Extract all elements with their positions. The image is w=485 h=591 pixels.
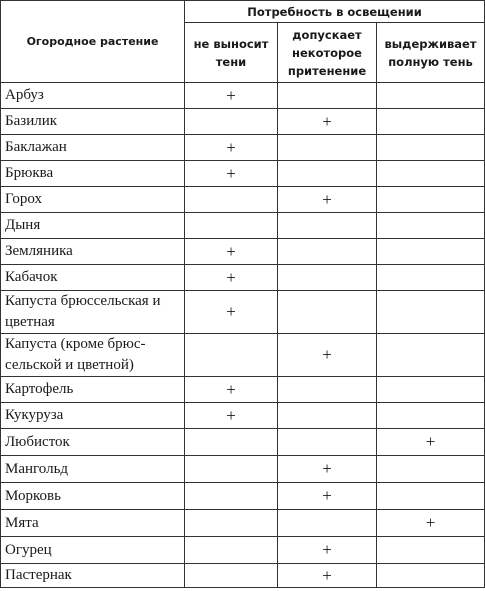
partial-shade-cell: [278, 83, 377, 109]
full-shade-cell: [377, 291, 485, 334]
plant-name: Брюква: [1, 161, 185, 187]
table-row: [1, 213, 485, 239]
full-shade-cell: [377, 403, 485, 429]
partial-shade-cell: [278, 239, 377, 265]
no-shade-cell: [185, 135, 278, 161]
plant-name: Арбуз: [1, 83, 185, 109]
table-row: [1, 456, 485, 483]
full-shade-cell: [377, 456, 485, 483]
full-shade-cell: [377, 483, 485, 510]
full-shade-cell: [377, 239, 485, 265]
plus-mark: +: [322, 189, 332, 209]
plant-name: Огурец: [1, 537, 185, 564]
plus-mark: +: [322, 111, 332, 131]
plant-name: Кукуруза: [1, 403, 185, 429]
table-row: [1, 291, 485, 334]
partial-shade-cell: [278, 429, 377, 456]
plus-mark: +: [226, 405, 236, 425]
partial-shade-cell: [278, 456, 377, 483]
full-shade-cell: [377, 429, 485, 456]
plus-mark: +: [226, 163, 236, 183]
plus-mark: +: [226, 137, 236, 157]
plus-mark: +: [226, 302, 236, 321]
no-shade-cell: [185, 161, 278, 187]
table-body: [1, 83, 485, 588]
plant-name: Мангольд: [1, 456, 185, 483]
no-shade-cell: [185, 510, 278, 537]
no-shade-cell: [185, 265, 278, 291]
full-shade-column-header: выдерживает полную тень: [377, 23, 485, 83]
no-shade-cell: [185, 456, 278, 483]
plus-mark: +: [322, 565, 332, 585]
no-shade-cell: [185, 83, 278, 109]
partial-shade-cell: [278, 187, 377, 213]
full-shade-cell: [377, 83, 485, 109]
table-row: [1, 429, 485, 456]
plus-mark: +: [425, 513, 436, 532]
table-row: [1, 510, 485, 537]
plant-name: Капуста (кроме брюс-сельской и цветной): [1, 334, 185, 377]
table-row: [1, 239, 485, 265]
no-shade-cell: [185, 403, 278, 429]
no-shade-cell: [185, 187, 278, 213]
partial-shade-cell: [278, 109, 377, 135]
table-row: [1, 483, 485, 510]
no-shade-column-header: не выносит тени: [185, 23, 278, 83]
full-shade-cell: [377, 265, 485, 291]
plant-name: Баклажан: [1, 135, 185, 161]
plant-name: Горох: [1, 187, 185, 213]
plus-mark: +: [322, 345, 332, 364]
no-shade-cell: [185, 377, 278, 403]
table-row: [1, 83, 485, 109]
partial-shade-cell: [278, 291, 377, 334]
no-shade-cell: [185, 334, 278, 377]
table-row: [1, 334, 485, 377]
no-shade-cell: [185, 483, 278, 510]
plus-mark: +: [322, 459, 332, 478]
plant-name: Кабачок: [1, 265, 185, 291]
plant-column-header: Огородное растение: [1, 1, 185, 83]
no-shade-cell: [185, 239, 278, 265]
no-shade-cell: [185, 109, 278, 135]
partial-shade-cell: [278, 483, 377, 510]
plant-name: Мята: [1, 510, 185, 537]
table-row: [1, 109, 485, 135]
partial-shade-column-header: допускает некоторое притенение: [278, 23, 377, 83]
table-row: [1, 377, 485, 403]
plus-mark: +: [425, 432, 436, 451]
table-row: [1, 161, 485, 187]
plus-mark: +: [322, 486, 332, 505]
plus-mark: +: [226, 267, 236, 287]
full-shade-cell: [377, 537, 485, 564]
table-row: [1, 564, 485, 588]
table-row: [1, 135, 485, 161]
partial-shade-cell: [278, 161, 377, 187]
full-shade-cell: [377, 161, 485, 187]
plant-name: Картофель: [1, 377, 185, 403]
partial-shade-cell: [278, 135, 377, 161]
partial-shade-cell: [278, 213, 377, 239]
plus-mark: +: [226, 241, 236, 261]
partial-shade-cell: [278, 510, 377, 537]
plant-name: Морковь: [1, 483, 185, 510]
table-row: [1, 265, 485, 291]
plus-mark: +: [226, 85, 236, 105]
full-shade-cell: [377, 213, 485, 239]
full-shade-cell: [377, 187, 485, 213]
plant-name: Любисток: [1, 429, 185, 456]
full-shade-cell: [377, 334, 485, 377]
partial-shade-cell: [278, 334, 377, 377]
plant-name: Пастернак: [1, 564, 185, 588]
partial-shade-cell: [278, 564, 377, 588]
no-shade-cell: [185, 429, 278, 456]
table-row: [1, 403, 485, 429]
table-header: [1, 1, 485, 83]
partial-shade-cell: [278, 377, 377, 403]
full-shade-cell: [377, 377, 485, 403]
no-shade-cell: [185, 537, 278, 564]
plant-name: Дыня: [1, 213, 185, 239]
full-shade-cell: [377, 109, 485, 135]
plant-name: Базилик: [1, 109, 185, 135]
partial-shade-cell: [278, 403, 377, 429]
no-shade-cell: [185, 213, 278, 239]
full-shade-cell: [377, 564, 485, 588]
table-row: [1, 187, 485, 213]
partial-shade-cell: [278, 265, 377, 291]
plus-mark: +: [322, 540, 332, 559]
full-shade-cell: [377, 510, 485, 537]
plus-mark: +: [226, 379, 236, 399]
full-shade-cell: [377, 135, 485, 161]
no-shade-cell: [185, 564, 278, 588]
plant-name: Капуста брюссельская и цветная: [1, 291, 185, 334]
table-row: [1, 537, 485, 564]
light-requirement-group-header: Потребность в освещении: [185, 1, 485, 23]
plant-name: Земляника: [1, 239, 185, 265]
no-shade-cell: [185, 291, 278, 334]
partial-shade-cell: [278, 537, 377, 564]
